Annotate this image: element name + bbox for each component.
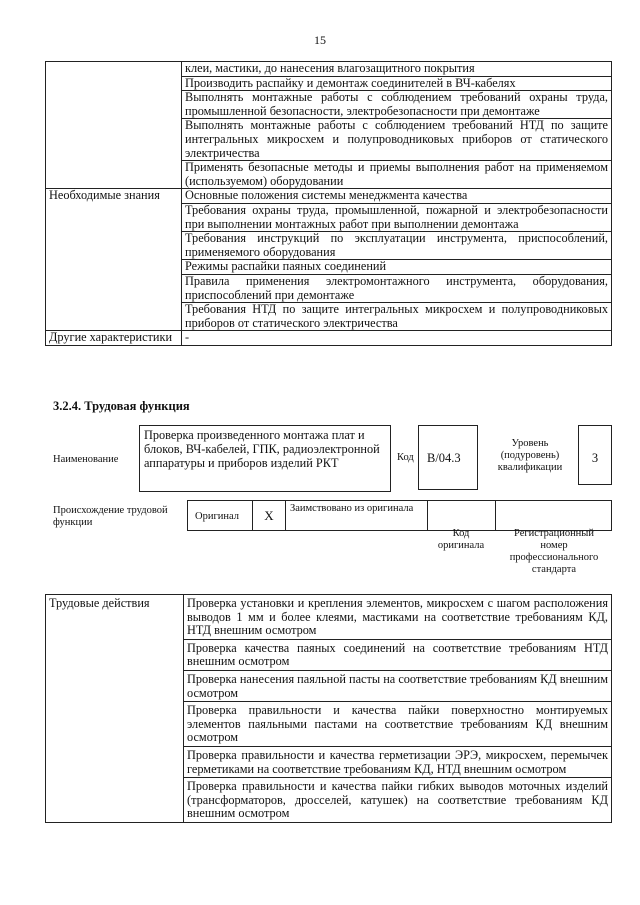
labor-actions-table: [45, 594, 612, 823]
row-text: Требования НТД по защите интегральных микросхем и полупроводниковых приборов от статического электричества: [182, 303, 612, 331]
table-row: [46, 62, 612, 77]
row-text: Основные положения системы менеджмента качества: [182, 189, 612, 204]
borrowed-cell: Заимствовано из оригинала: [285, 500, 428, 531]
row-text: Требования охраны труда, промышленной, пожарной и электробезопасности при выполнении монтажных работ при выполнении демонтажа: [182, 203, 612, 231]
action-text: Проверка качества паяных соединений на соответствие требованиям НТД внешним осмотром: [184, 639, 612, 670]
table-row: [46, 189, 612, 204]
action-text: Проверка установки и крепления элементов, микросхем с шагом расположения выводов 1 мм и более клеями, мастиками на соответствие требованиям КД, НТД внешним осмотром: [184, 595, 612, 640]
level-label: Уровень (подуровень) квалификации: [497, 438, 563, 473]
row-text: Применять безопасные методы и приемы выполнения работ на применяемом (используемом) оборудовании: [182, 161, 612, 189]
section-heading: 3.2.4. Трудовая функция: [53, 399, 190, 413]
row-text: Правила применения электромонтажного инструмента, оборудования, приспособлений при демонтаже: [182, 274, 612, 302]
code-label: Код: [397, 452, 414, 463]
row-text: Производить распайку и демонтаж соединителей в ВЧ-кабелях: [182, 76, 612, 91]
row-text: клеи, мастики, до нанесения влагозащитного покрытия: [182, 62, 612, 77]
original-cell: Оригинал: [187, 500, 253, 531]
code-original-caption: Код оригинала: [437, 528, 485, 551]
row-label-other: Другие характеристики: [46, 331, 182, 346]
code-box: В/04.3: [418, 425, 478, 490]
function-name-box: Проверка произведенного монтажа плат и блоков, ВЧ-кабелей, ГПК, радиоэлектронной аппаратуры и приборов изделий РКТ: [139, 425, 391, 492]
reg-number-cell: [495, 500, 612, 531]
original-mark: X: [252, 500, 286, 531]
action-text: Проверка правильности и качества пайки гибких выводов моточных изделий (трансформаторов, дросселей, катушек) на соответствие требованиям КД внешним осмотром: [184, 778, 612, 823]
table-row: [46, 595, 612, 640]
knowledge-skills-table: [45, 61, 612, 346]
row-text: Режимы распайки паяных соединений: [182, 260, 612, 275]
row-text: Требования инструкций по эксплуатации инструмента, приспособлений, применяемого оборудования: [182, 232, 612, 260]
action-text: Проверка правильности и качества пайки поверхностно монтируемых элементов паяльными пастами на соответствие требованиям КД внешним осмотром: [184, 702, 612, 747]
row-text: -: [182, 331, 612, 346]
row-label-cell: [46, 62, 182, 189]
level-box: 3: [578, 425, 612, 485]
reg-number-caption: Регистрационный номер профессионального стандарта: [509, 528, 599, 575]
action-text: Проверка нанесения паяльной пасты на соответствие требованиям КД внешним осмотром: [184, 670, 612, 701]
page-number: 15: [314, 33, 326, 47]
labor-actions-label: Трудовые действия: [46, 595, 184, 823]
row-label-knowledge: Необходимые знания: [46, 189, 182, 331]
table-row: [46, 331, 612, 346]
action-text: Проверка правильности и качества герметизации ЭРЭ, микросхем, перемычек герметиками на соответствие требованиям КД, НТД внешним осмотром: [184, 746, 612, 777]
row-text: Выполнять монтажные работы с соблюдением требований НТД по защите интегральных микросхем и полупроводниковых приборов от статического электричества: [182, 119, 612, 161]
origin-label: Происхождение трудовой функции: [53, 505, 168, 528]
code-original-cell: [427, 500, 496, 531]
name-label: Наименование: [53, 454, 119, 465]
row-text: Выполнять монтажные работы с соблюдением требований охраны труда, промышленной безопасности, электробезопасности при демонтаже: [182, 91, 612, 119]
